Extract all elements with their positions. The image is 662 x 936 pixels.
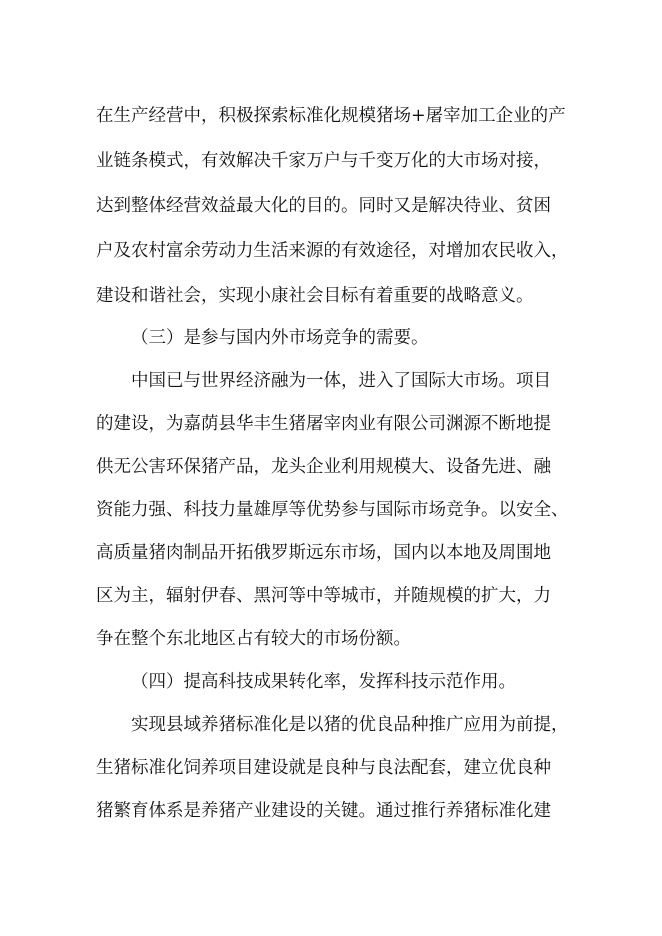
- paragraph-line: 达到整体经营效益最大化的目的。同时又是解决待业、贫困: [96, 196, 551, 216]
- paragraph-line: 的建设，为嘉荫县华丰生猪屠宰肉业有限公司渊源不断地提: [96, 414, 551, 434]
- paragraph-line: 户及农村富余劳动力生活来源的有效途径，对增加农民收入，: [96, 241, 569, 261]
- paragraph-line: 区为主，辐射伊春、黑河等中等城市，并随规模的扩大，力: [96, 586, 551, 606]
- paragraph-line: 供无公害环保猪产品，龙头企业利用规模大、设备先进、融: [96, 457, 551, 477]
- paragraph-line: 建设和谐社会，实现小康社会目标有着重要的战略意义。: [96, 286, 534, 306]
- paragraph-line: 生猪标准化饲养项目建设就是良种与良法配套，建立优良种: [96, 758, 551, 778]
- paragraph-line: 高质量猪肉制品开拓俄罗斯远东市场，国内以本地及周围地: [96, 543, 551, 563]
- paragraph-line: 在生产经营中，积极探索标准化规模猪场+屠宰加工企业的产: [96, 106, 566, 126]
- paragraph-line: 猪繁育体系是养猪产业建设的关键。通过推行养猪标准化建: [96, 801, 551, 821]
- paragraph-line: 资能力强、科技力量雄厚等优势参与国际市场竞争。以安全、: [96, 500, 569, 520]
- paragraph-line: 实现县域养猪标准化是以猪的优良品种推广应用为前提，: [131, 715, 569, 735]
- section-heading: （三）是参与国内外市场竞争的需要。: [131, 328, 429, 348]
- paragraph-line: 争在整个东北地区占有较大的市场份额。: [96, 629, 411, 649]
- paragraph-line: 业链条模式，有效解决千家万户与千变万化的大市场对接，: [96, 151, 551, 171]
- section-heading: （四）提高科技成果转化率，发挥科技示范作用。: [131, 672, 516, 692]
- paragraph-line: 中国已与世界经济融为一体，进入了国际大市场。项目: [131, 371, 551, 391]
